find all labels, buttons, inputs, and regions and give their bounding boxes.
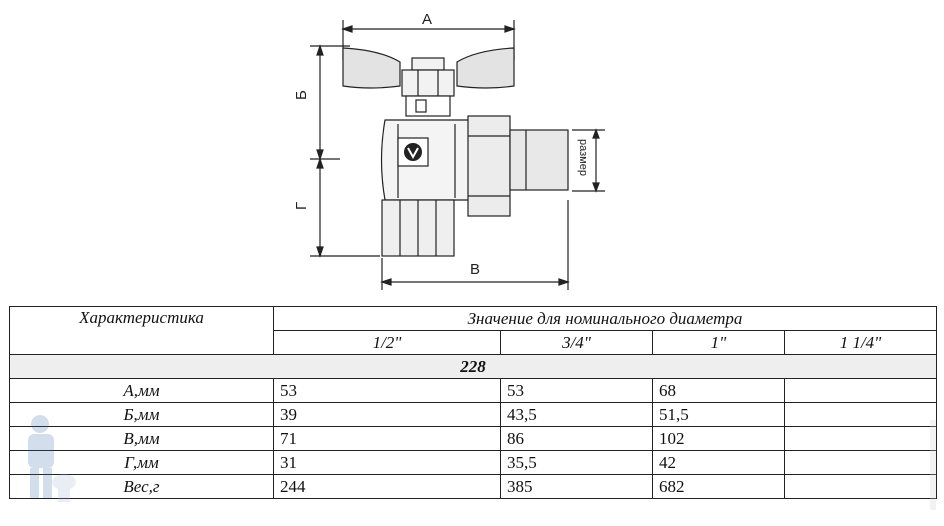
value-cell <box>785 379 937 403</box>
table-row <box>10 403 937 427</box>
value-cell: 71 <box>274 427 501 451</box>
value-cell: 86 <box>501 427 653 451</box>
size-label: размер <box>577 139 589 176</box>
dim-label-g: Г <box>293 201 310 210</box>
table-row <box>10 451 937 475</box>
row-label: А,мм <box>10 379 274 403</box>
value-cell <box>785 403 937 427</box>
value-cell: 51,5 <box>653 403 785 427</box>
brand-logo-icon <box>398 138 428 166</box>
dim-label-b: Б <box>293 90 310 100</box>
row-label: Б,мм <box>10 403 274 427</box>
value-cell: 39 <box>274 403 501 427</box>
plumber-mascot-icon <box>10 410 80 510</box>
value-cell: 42 <box>653 451 785 475</box>
size-cell: 1 1/4" <box>785 331 937 355</box>
table-row <box>10 427 937 451</box>
size-cell: 3/4" <box>501 331 653 355</box>
model-row <box>10 355 937 379</box>
table-row <box>10 379 937 403</box>
value-cell: 31 <box>274 451 501 475</box>
value-cell: 68 <box>653 379 785 403</box>
value-cell: 244 <box>274 475 501 499</box>
value-cell: 385 <box>501 475 653 499</box>
header-characteristic: Характеристика <box>10 307 274 355</box>
value-cell: 682 <box>653 475 785 499</box>
dim-label-a: А <box>422 11 433 28</box>
watermark-icon <box>926 420 940 510</box>
value-cell: 53 <box>274 379 501 403</box>
value-cell <box>785 427 937 451</box>
size-cell: 1/2" <box>274 331 501 355</box>
value-cell <box>785 451 937 475</box>
value-cell: 43,5 <box>501 403 653 427</box>
row-label: Вес,г <box>10 475 274 499</box>
row-label: В,мм <box>10 427 274 451</box>
header-row <box>10 307 937 331</box>
ball-valve-drawing-icon <box>310 20 605 290</box>
value-cell: 35,5 <box>501 451 653 475</box>
value-cell: 102 <box>653 427 785 451</box>
model-number: 228 <box>10 355 937 379</box>
row-label: Г,мм <box>10 451 274 475</box>
size-cell: 1" <box>653 331 785 355</box>
dim-label-v: В <box>470 261 481 278</box>
spec-table <box>9 306 937 499</box>
table-row <box>10 475 937 499</box>
header-value: Значение для номинального диаметра <box>274 307 937 331</box>
value-cell: 53 <box>501 379 653 403</box>
value-cell <box>785 475 937 499</box>
